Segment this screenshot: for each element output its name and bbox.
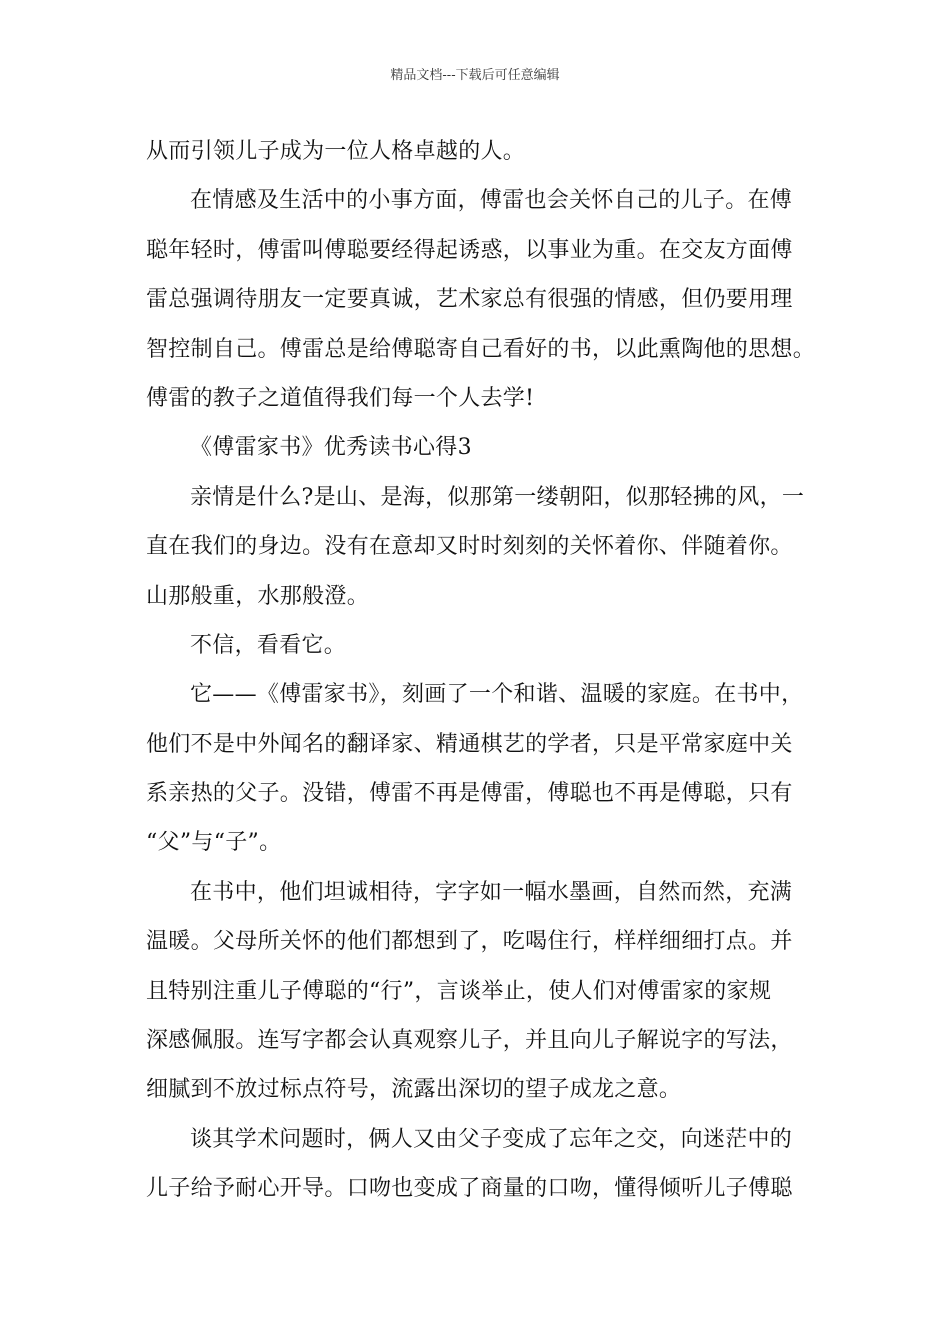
text-line: 不信，看看它。: [190, 632, 347, 658]
text-line: 聪年轻时，傅雷叫傅聪要经得起诱惑，以事业为重。在交友方面傅: [146, 237, 793, 263]
text-line: 《傅雷家书》优秀读书心得3: [190, 435, 472, 461]
text-line: 智控制自己。傅雷总是给傅聪寄自己看好的书，以此熏陶他的思想。: [146, 336, 816, 362]
text-line: 温暖。父母所关怀的他们都想到了，吃喝住行，样样细细打点。并: [146, 929, 793, 955]
text-line: 儿子给予耐心开导。口吻也变成了商量的口吻，懂得倾听儿子傅聪: [146, 1176, 793, 1202]
text-line: 在书中，他们坦诚相待，字字如一幅水墨画，自然而然，充满: [190, 879, 793, 905]
page-header: 精品文档---下载后可任意编辑: [390, 68, 560, 83]
text-line: 深感佩服。连写字都会认真观察儿子，并且向儿子解说字的写法，: [146, 1028, 793, 1054]
document-body: [146, 127, 826, 1214]
text-line: 从而引领儿子成为一位人格卓越的人。: [146, 139, 526, 164]
text-line: 傅雷的教子之道值得我们每一个人去学!: [146, 385, 535, 411]
text-line: 系亲热的父子。没错，傅雷不再是傅雷，傅聪也不再是傅聪，只有: [146, 781, 793, 807]
text-line: 雷总强调待朋友一定要真诚，艺术家总有很强的情感，但仍要用理: [146, 287, 793, 313]
text-line: 细腻到不放过标点符号，流露出深切的望子成龙之意。: [146, 1077, 682, 1103]
text-line: “父”与“子”。: [146, 830, 282, 856]
text-line: 谈其学术问题时，俩人又由父子变成了忘年之交，向迷茫中的: [190, 1126, 793, 1152]
text-line: 直在我们的身边。没有在意却又时时刻刻的关怀着你、伴随着你。: [146, 534, 793, 560]
text-line: 在情感及生活中的小事方面，傅雷也会关怀自己的儿子。在傅: [190, 188, 793, 214]
text-line: 亲情是什么?是山、是海，似那第一缕朝阳，似那轻拂的风，一: [190, 484, 805, 510]
text-line: 且特别注重儿子傅聪的“行”，言谈举止，使人们对傅雷家的家规: [146, 978, 772, 1004]
text-line: 山那般重，水那般澄。: [146, 583, 370, 609]
text-line: 它——《傅雷家书》，刻画了一个和谐、温暖的家庭。在书中，: [190, 682, 804, 708]
text-line: 他们不是中外闻名的翻译家、精通棋艺的学者，只是平常家庭中关: [146, 731, 793, 757]
